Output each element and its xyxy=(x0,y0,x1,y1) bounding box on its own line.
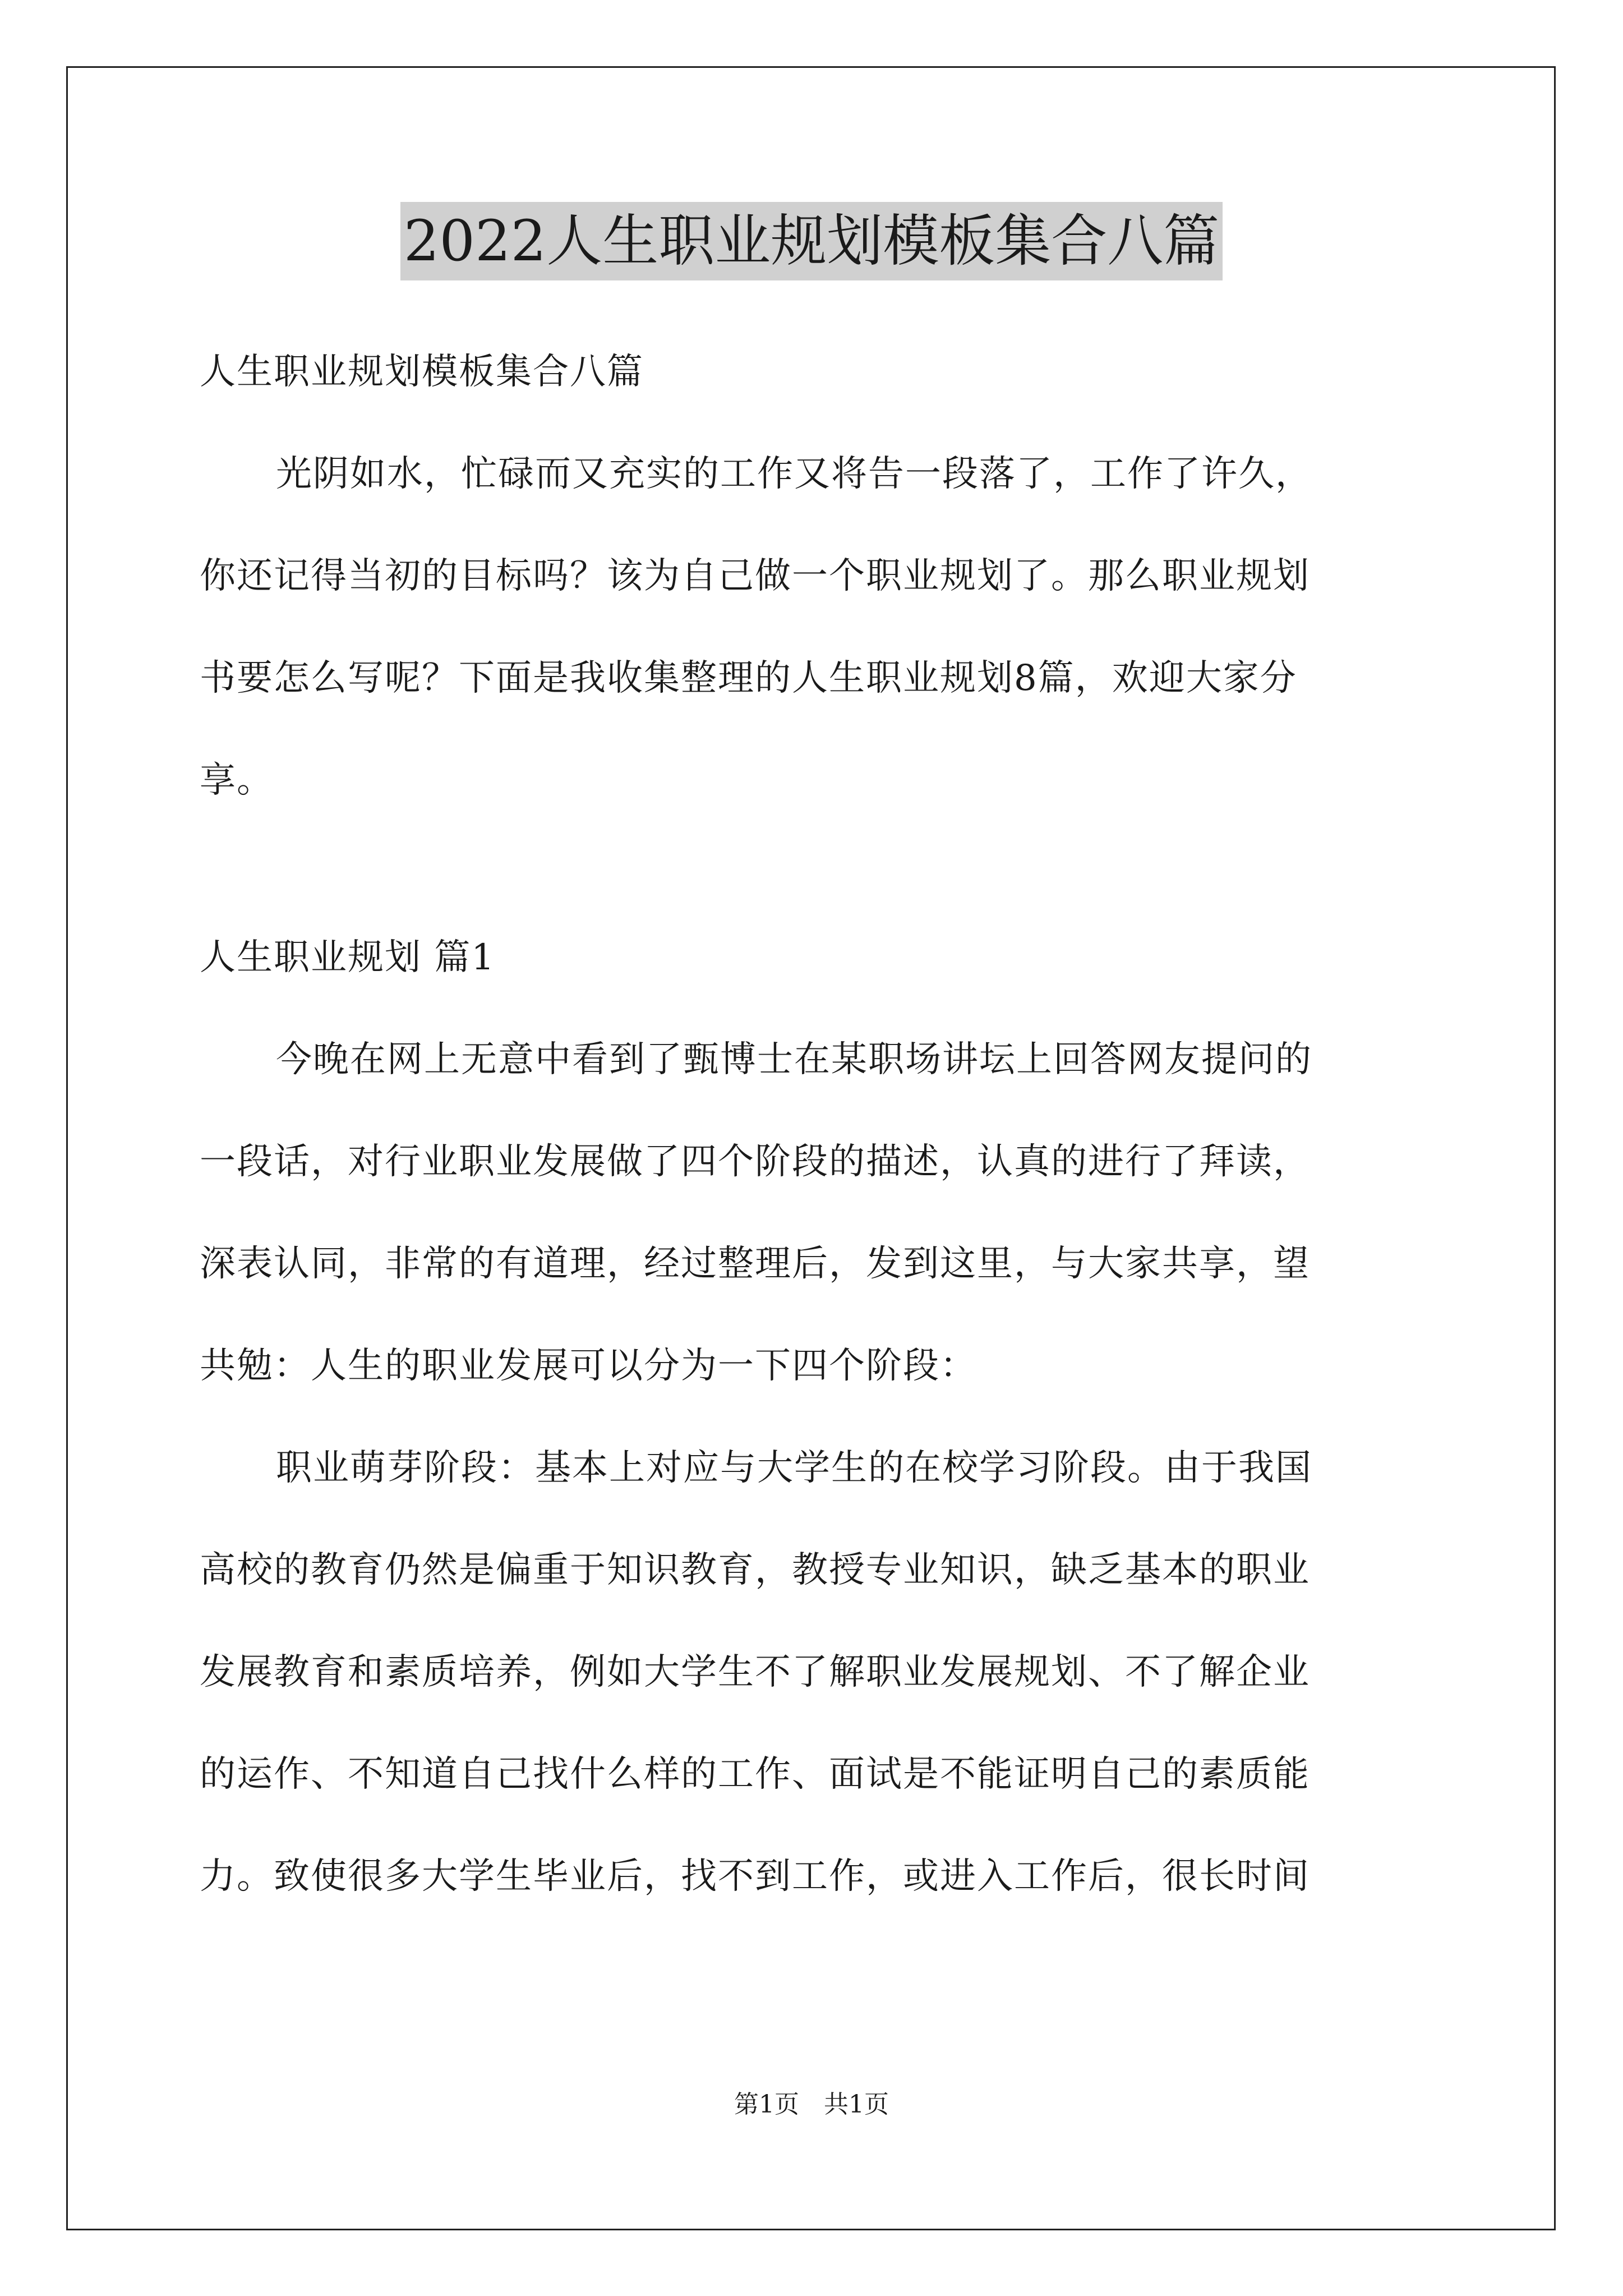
title-container xyxy=(0,202,1623,280)
document-title: 2022人生职业规划模板集合八篇 xyxy=(400,202,1223,280)
paragraph-line: 的运作、不知道自己找什么样的工作、面试是不能证明自己的素质能 xyxy=(200,1754,1310,1795)
intro-line: 享。 xyxy=(200,760,274,801)
paragraph-line: 高校的教育仍然是偏重于知识教育，教授专业知识，缺乏基本的职业 xyxy=(200,1549,1310,1591)
intro-line: 书要怎么写呢？下面是我收集整理的人生职业规划8篇，欢迎大家分 xyxy=(200,657,1297,699)
paragraph-line: 一段话，对行业职业发展做了四个阶段的描述，认真的进行了拜读， xyxy=(200,1141,1310,1182)
paragraph-line: 力。致使很多大学生毕业后，找不到工作，或进入工作后，很长时间 xyxy=(200,1856,1310,1897)
intro-heading: 人生职业规划模板集合八篇 xyxy=(200,351,644,393)
paragraph-line: 职业萌芽阶段：基本上对应与大学生的在校学习阶段。由于我国 xyxy=(276,1447,1312,1489)
paragraph-line: 今晚在网上无意中看到了甄博士在某职场讲坛上回答网友提问的 xyxy=(276,1039,1312,1080)
section-heading: 人生职业规划 篇1 xyxy=(200,937,496,978)
intro-line: 光阴如水，忙碌而又充实的工作又将告一段落了，工作了许久， xyxy=(276,453,1312,495)
paragraph-line: 共勉：人生的职业发展可以分为一下四个阶段： xyxy=(200,1345,977,1387)
section-gap xyxy=(200,804,1433,933)
page-footer: 第1页 共1页 xyxy=(734,2090,889,2119)
paragraph-line: 发展教育和素质培养，例如大学生不了解职业发展规划、不了解企业 xyxy=(200,1651,1310,1693)
document-body xyxy=(200,348,1433,1901)
paragraph-line: 深表认同，非常的有道理，经过整理后，发到这里，与大家共享，望 xyxy=(200,1243,1310,1285)
intro-line: 你还记得当初的目标吗？该为自己做一个职业规划了。那么职业规划 xyxy=(200,555,1310,597)
